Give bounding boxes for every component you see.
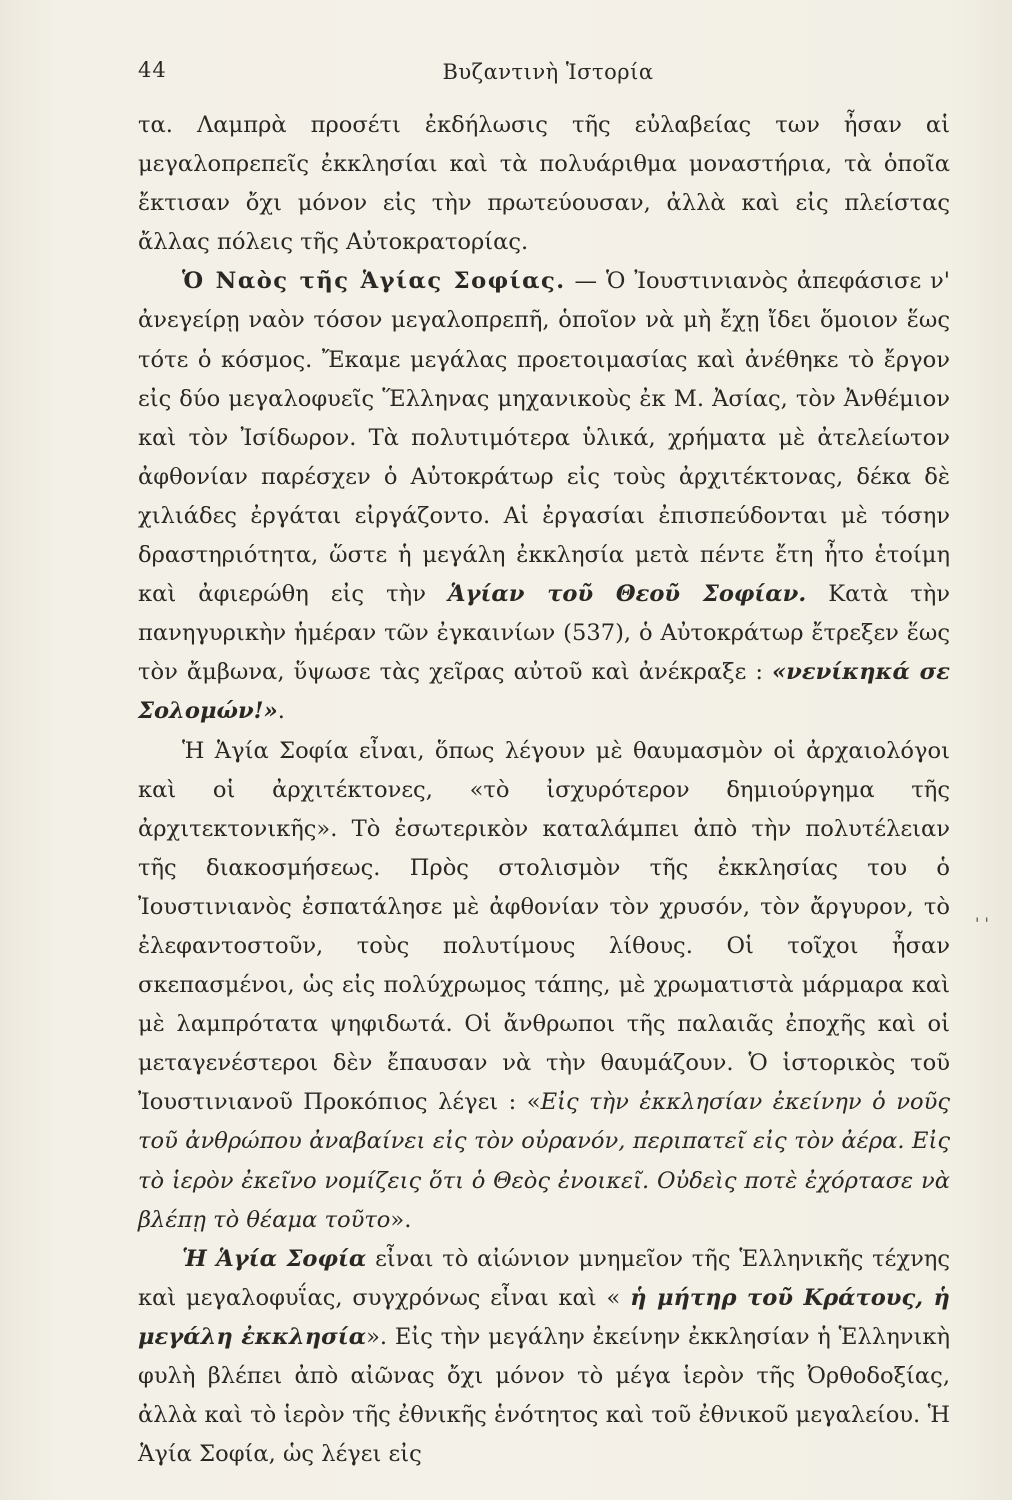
page-header xyxy=(138,58,958,92)
paragraph-4-text-1: εἶναι τὸ αἰώνιον μνημεῖον τῆς Ἑλληνικῆς τέχνης καὶ μεγαλοφυΐας, συγχρόνως εἶναι καὶ « xyxy=(138,1245,950,1311)
page-number: 44 xyxy=(138,58,167,82)
paragraph-4-text-2: ». Εἰς τὴν μεγάλην ἐκείνην ἐκκλησίαν ἡ Ἑλληνικὴ φυλὴ βλέπει ἀπὸ αἰῶνας ὄχι μόνον τὸ μέγα ἱερὸν τῆς Ὀρθοδοξίας, ἀλλὰ καὶ τὸ ἱερὸν τῆς ἐθνικῆς ἑνότητος καὶ τοῦ ἐθνικοῦ μεγαλείου. Ἡ Ἁγία Σοφία, ὡς λέγει εἰς xyxy=(138,1323,950,1468)
paragraph-4-emphasis-2: ἡ μήτηρ τοῦ Κράτους, ἡ μεγάλη ἐκκλησία xyxy=(138,1284,950,1350)
paragraph-2-text-3: . xyxy=(277,698,285,725)
paragraph-4-emphasis-1: Ἡ Ἁγία Σοφία xyxy=(182,1245,367,1272)
paragraph-3-quote: Εἰς τὴν ἐκκλησίαν ἐκείνην ὁ νοῦς τοῦ ἀνθρώπου ἀναβαίνει εἰς τὸν οὐρανόν, περιπατεῖ εἰς τὸν ἀέρα. Εἰς τὸ ἱερὸν ἐκεῖνο νομίζεις ὅτι ὁ Θεὸς ἐνοικεῖ. Οὐδεὶς ποτὲ ἐχόρτασε νὰ βλέπῃ τὸ θέαμα τοῦτο xyxy=(138,1089,950,1233)
paragraph-1: τα. Λαμπρὰ προσέτι ἐκδήλωσις τῆς εὐλαβείας των ἦσαν αἱ μεγαλοπρεπεῖς ἐκκλησίαι καὶ τὰ πολυάριθμα μοναστήρια, τὰ ὁποῖα ἔκτισαν ὄχι μόνον εἰς τὴν πρωτεύουσαν, ἀλλὰ καὶ εἰς πλείστας ἄλλας πόλεις τῆς Αὐτοκρατορίας. xyxy=(138,112,950,256)
paragraph-2 xyxy=(138,262,950,731)
paragraph-2-quote: «νενίκηκά σε Σολομών!» xyxy=(138,659,950,725)
paragraph-4 xyxy=(138,1240,950,1475)
paragraph-3-text-1: Ἡ Ἁγία Σοφία εἶναι, ὅπως λέγουν μὲ θαυμασμὸν οἱ ἀρχαιολόγοι καὶ οἱ ἀρχιτέκτονες, «τὸ ἰσχυρότερον δημιούργημα τῆς ἀρχιτεκτονικῆς». Τὸ ἐσωτερικὸν καταλάμπει ἀπὸ τὴν πολυτέλειαν τῆς διακοσμήσεως. Πρὸς στολισμὸν τῆς ἐκκλησίας του ὁ Ἰουστινιανὸς ἐσπατάλησε μὲ ἀφθονίαν τὸν χρυσόν, τὸν ἄργυρον, τὸ ἐλεφαντοστοῦν, τοὺς πολυτίμους λίθους. Οἱ τοῖχοι ἦσαν σκεπασμένοι, ὡς εἰς πολύχρωμος τάπης, μὲ χρωματιστὰ μάρμαρα καὶ μὲ λαμπρότατα ψηφιδωτά. Οἱ ἄνθρωποι τῆς παλαιᾶς ἐποχῆς καὶ οἱ μεταγενέστεροι δὲν ἔπαυσαν νὰ τὴν θαυμάζουν. Ὁ ἱστορικὸς τοῦ Ἰουστινιανοῦ Προκόπιος λέγει : « xyxy=(138,737,950,1116)
paragraph-2-text-2: Κατὰ τὴν πανηγυρικὴν ἡμέραν τῶν ἐγκαινίων (537), ὁ Αὐτοκράτωρ ἔτρεξεν ἕως τὸν ἄμβωνα, ὕψωσε τὰς χεῖρας αὐτοῦ καὶ ἀνέκραξε : xyxy=(138,581,950,686)
paragraph-2-emphasis-1: Ἁγίαν τοῦ Θεοῦ Σοφίαν. xyxy=(448,581,807,608)
paragraph-3-text-2: ». xyxy=(390,1206,412,1233)
paragraph-2-text-1: — Ὁ Ἰουστινιανὸς ἀπεφάσισε ν' ἀνεγείρῃ ναὸν τόσον μεγαλοπρεπῆ, ὁποῖον νὰ μὴ ἔχῃ ἴδει ὅμοιον ἕως τότε ὁ κόσμος. Ἔκαμε μεγάλας προετοιμασίας καὶ ἀνέθηκε τὸ ἔργον εἰς δύο μεγαλοφυεῖς Ἕλληνας μηχανικοὺς ἐκ Μ. Ἀσίας, τὸν Ἀνθέμιον καὶ τὸν Ἰσίδωρον. Τὰ πολυτιμότερα ὑλικά, χρήματα μὲ ἀτελείωτον ἀφθονίαν παρέσχεν ὁ Αὐτοκράτωρ εἰς τοὺς ἀρχιτέκτονας, δέκα δὲ χιλιάδες ἐργάται εἰργάζοντο. Αἱ ἐργασίαι ἐπισπεύδονται μὲ τόσην δραστηριότητα, ὥστε ἡ μεγάλη ἐκκλησία μετὰ πέντε ἔτη ἦτο ἑτοίμη καὶ ἀφιερώθη εἰς τὴν xyxy=(138,268,950,608)
running-title: Βυζαντινὴ Ἱστορία xyxy=(442,60,654,84)
paragraph-3 xyxy=(138,732,950,1240)
margin-mark: ' ' xyxy=(975,914,989,933)
section-heading: Ὁ Ναὸς τῆς Ἁγίας Σοφίας. xyxy=(182,268,566,295)
page-body xyxy=(138,106,950,1474)
